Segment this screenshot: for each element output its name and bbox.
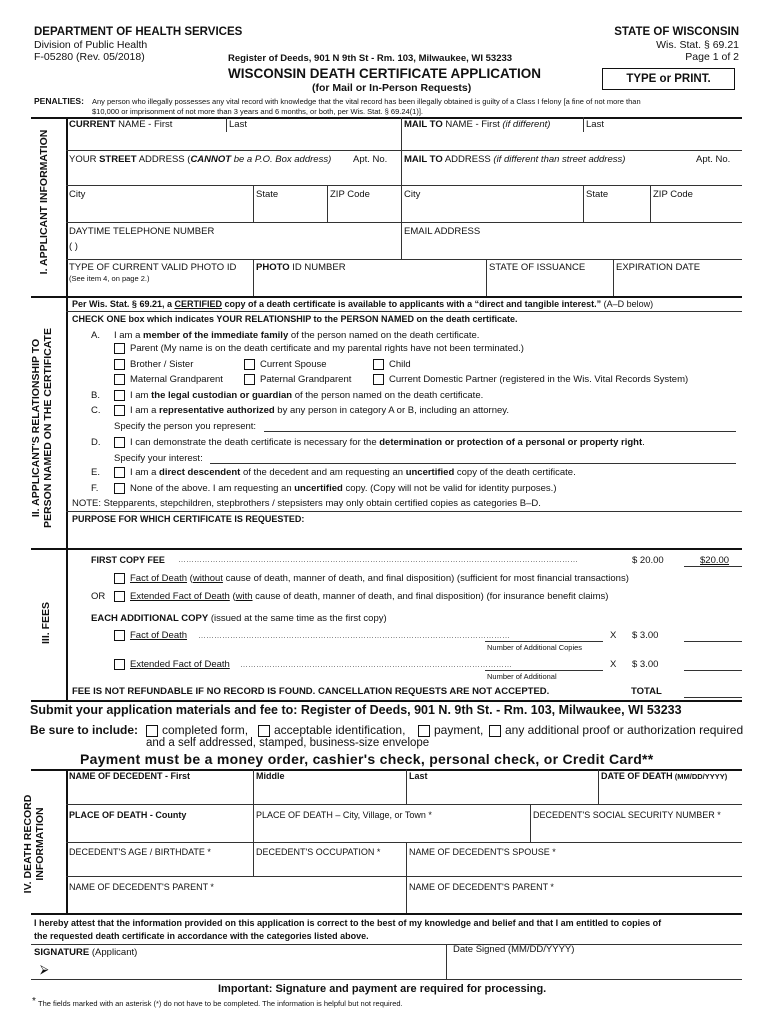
expiration-date-label: EXPIRATION DATE	[616, 262, 701, 273]
photo-id-number-label: PHOTO ID NUMBER	[256, 262, 346, 273]
multiply-1: X	[610, 630, 617, 641]
mail-zip-field[interactable]	[652, 201, 740, 220]
current-spouse-label: Current Spouse	[260, 359, 327, 370]
acceptable-id-label: acceptable identification,	[274, 723, 406, 737]
attest-text-2: the requested death certificate in accordance with the categories listed above.	[34, 931, 369, 941]
mail-first-name-field[interactable]	[403, 131, 581, 149]
add-extended-qty-field[interactable]	[485, 670, 603, 671]
photo-id-see-note: (See item 4, on page 2.)	[69, 274, 150, 283]
option-f-text: None of the above. I am requesting an uncertified copy. (Copy will not be valid for identity purposes.)	[130, 483, 557, 494]
total-label: TOTAL	[631, 686, 662, 697]
first-copy-price: $ 20.00	[632, 555, 664, 566]
option-e-checkbox[interactable]	[114, 467, 125, 478]
paternal-grandparent-label: Paternal Grandparent	[260, 374, 352, 385]
submit-instruction: Submit your application materials and fee to: Register of Deeds, 901 N. 9th St. - Rm. 103, Milwaukee, WI 53233	[30, 703, 682, 717]
envelope-note: and a self addressed, stamped, business-size envelope	[146, 737, 430, 749]
completed-form-checkbox[interactable]	[146, 725, 158, 737]
option-f-checkbox[interactable]	[114, 483, 125, 494]
decedent-first-field[interactable]	[68, 783, 251, 803]
maternal-grandparent-checkbox[interactable]	[114, 374, 125, 385]
first-copy-fee-label: FIRST COPY FEE	[91, 555, 165, 565]
domestic-partner-label: Current Domestic Partner (registered in the Wis. Vital Records System)	[389, 374, 689, 385]
refund-notice: FEE IS NOT REFUNDABLE IF NO RECORD IS FOUND. CANCELLATION REQUESTS ARE NOT ACCEPTED.	[72, 686, 550, 697]
signature-field[interactable]	[56, 958, 442, 978]
option-f-letter: F.	[91, 483, 99, 494]
add-extended-price: $ 3.00	[632, 659, 659, 670]
spouse-name-label: NAME OF DECEDENT'S SPOUSE *	[409, 847, 556, 857]
add-extended-label: Extended Fact of Death	[130, 659, 230, 670]
mail-zip-label: ZIP Code	[653, 189, 693, 200]
parent-checkbox[interactable]	[114, 343, 125, 354]
option-b-letter: B.	[91, 390, 100, 401]
additional-proof-label: any additional proof or authorization required	[505, 723, 744, 737]
option-e-text: I am a direct descendent of the decedent and am requesting an uncertified copy of the death certificate.	[130, 467, 576, 478]
current-name-label: CURRENT NAME - First	[69, 119, 173, 130]
purpose-field[interactable]	[70, 526, 738, 546]
footnote-star: *	[32, 996, 36, 1007]
photo-id-type-label: TYPE OF CURRENT VALID PHOTO ID	[69, 262, 237, 273]
acceptable-id-checkbox[interactable]	[258, 725, 270, 737]
phone-label: DAYTIME TELEPHONE NUMBER	[69, 226, 215, 237]
first-copy-dots: ……………………………………………………………………………………………………………………………………	[178, 555, 578, 564]
zip-field[interactable]	[329, 201, 399, 220]
decedent-middle-label: Middle	[256, 771, 285, 781]
type-print-box: TYPE or PRINT.	[602, 68, 735, 90]
page-subtitle: (for Mail or In-Person Requests)	[312, 82, 472, 94]
mail-city-field[interactable]	[403, 201, 581, 220]
check-one-instruction: CHECK ONE box which indicates YOUR RELATIONSHIP to the PERSON NAMED on the death certificate.	[72, 314, 518, 324]
extended-fact-checkbox[interactable]	[114, 591, 125, 602]
page-number: Page 1 of 2	[685, 51, 739, 63]
option-d-checkbox[interactable]	[114, 437, 125, 448]
option-a-text: I am a member of the immediate family of the person named on the death certificate.	[114, 330, 480, 341]
place-county-field[interactable]	[68, 822, 251, 841]
division-name: Division of Public Health	[34, 39, 148, 51]
add-extended-checkbox[interactable]	[114, 659, 125, 670]
brother-sister-checkbox[interactable]	[114, 359, 125, 370]
penalties-label: PENALTIES:	[34, 96, 84, 106]
city-label: City	[69, 189, 86, 200]
child-checkbox[interactable]	[373, 359, 384, 370]
decedent-first-label: NAME OF DECEDENT - First	[69, 771, 191, 781]
certified-intro: Per Wis. Stat. § 69.21, a CERTIFIED copy of a death certificate is available to applicants with a “direct and tangible interest.” (A–D below)	[72, 299, 654, 309]
payment-methods: Payment must be a money order, cashier's check, personal check, or Credit Card**	[80, 751, 654, 767]
mail-address-label: MAIL TO ADDRESS (if different than street address)	[404, 154, 626, 165]
parent-2-field[interactable]	[408, 894, 740, 912]
age-birthdate-field[interactable]	[68, 859, 251, 875]
add-extended-dots: …………………………………………………………………………………………	[240, 660, 512, 669]
mail-apt-label: Apt. No.	[696, 154, 731, 165]
phone-field[interactable]	[68, 238, 399, 257]
add-fact-checkbox[interactable]	[114, 630, 125, 641]
section-1-label: I. APPLICANT INFORMATION	[38, 129, 50, 275]
represent-label: Specify the person you represent:	[114, 421, 257, 432]
parent-1-field[interactable]	[68, 894, 404, 912]
section-3-label: III. FEES	[40, 602, 52, 645]
multiply-2: X	[610, 659, 617, 670]
street-address-field[interactable]	[68, 166, 399, 184]
parent-1-label: NAME OF DECEDENT'S PARENT *	[69, 882, 214, 892]
option-b-text: I am the legal custodian or guardian of the person named on the death certificate.	[130, 390, 484, 401]
mail-to-name-label: MAIL TO NAME - First (if different)	[404, 119, 551, 130]
option-c-letter: C.	[91, 405, 101, 416]
email-field[interactable]	[403, 238, 740, 257]
fact-of-death-label: Fact of Death (without cause of death, manner of death, and final disposition) (sufficient for most financial transactions)	[130, 573, 629, 584]
domestic-partner-checkbox[interactable]	[373, 374, 384, 385]
signature-arrow-icon: ⮚	[40, 962, 49, 976]
state-name: STATE OF WISCONSIN	[614, 26, 739, 38]
paternal-grandparent-checkbox[interactable]	[244, 374, 255, 385]
purpose-label: PURPOSE FOR WHICH CERTIFICATE IS REQUESTED:	[72, 514, 305, 524]
be-sure-row: Be sure to include:	[30, 723, 139, 737]
date-of-death-field[interactable]	[600, 783, 740, 803]
maternal-grandparent-label: Maternal Grandparent	[130, 374, 223, 385]
option-e-letter: E.	[91, 467, 100, 478]
represent-field[interactable]	[264, 431, 736, 432]
occupation-label: DECEDENT'S OCCUPATION *	[256, 847, 381, 857]
mail-last-name-field[interactable]	[585, 131, 740, 149]
add-extended-total-field[interactable]	[684, 670, 742, 671]
num-additional-label: Number of Additional	[487, 672, 557, 681]
option-b-checkbox[interactable]	[114, 390, 125, 401]
or-label: OR	[91, 591, 106, 602]
email-label: EMAIL ADDRESS	[404, 226, 481, 237]
fact-of-death-checkbox[interactable]	[114, 573, 125, 584]
state-field[interactable]	[255, 201, 325, 220]
ssn-field[interactable]	[532, 822, 740, 841]
stepparents-note: NOTE: Stepparents, stepchildren, stepbrothers / stepsisters may only obtain certified copies as categories B–D.	[72, 498, 541, 509]
place-county-label: PLACE OF DEATH - County	[69, 810, 187, 820]
footnote-text: The fields marked with an asterisk (*) do not have to be completed. The information is helpful but not required.	[38, 999, 403, 1008]
date-signed-field[interactable]	[450, 956, 740, 978]
mail-address-field[interactable]	[403, 166, 740, 184]
section-2-label: II. APPLICANT'S RELATIONSHIP TO PERSON NAMED ON THE CERTIFICATE	[30, 328, 54, 528]
occupation-field[interactable]	[255, 859, 404, 875]
place-city-field[interactable]	[255, 822, 528, 841]
page-title: WISCONSIN DEATH CERTIFICATE APPLICATION	[228, 66, 541, 81]
first-copy-total: $20.00	[700, 555, 730, 566]
department-name: DEPARTMENT OF HEALTH SERVICES	[34, 26, 243, 38]
child-label: Child	[389, 359, 411, 370]
penalties-text-2: $10,000 or imprisonment of not more than 3 years and 6 months, or both, per Wis. Stat. § 69.24(1)].	[92, 107, 424, 116]
date-of-death-label: DATE OF DEATH (MM/DD/YYYY)	[601, 771, 728, 781]
age-birthdate-label: DECEDENT'S AGE / BIRTHDATE *	[69, 847, 211, 857]
parent-label: Parent (My name is on the death certificate and my parental rights have not been terminated.)	[130, 343, 524, 354]
parent-2-label: NAME OF DECEDENT'S PARENT *	[409, 882, 554, 892]
num-copies-label: Number of Additional Copies	[487, 643, 583, 652]
option-c-text: I am a representative authorized by any person in category A or B, including an attorney.	[130, 405, 509, 416]
city-field[interactable]	[68, 201, 251, 220]
street-address-label: YOUR STREET ADDRESS (CANNOT be a P.O. Box address)	[69, 154, 332, 165]
decedent-middle-field[interactable]	[255, 783, 404, 803]
option-a-letter: A.	[91, 330, 100, 341]
option-d-letter: D.	[91, 437, 101, 448]
extended-fact-label: Extended Fact of Death (with cause of death, manner of death, and final disposition) (for insurance benefit claims)	[130, 591, 609, 602]
interest-field[interactable]	[210, 463, 736, 464]
photo-id-number-field[interactable]	[255, 274, 484, 295]
current-first-name-field[interactable]	[68, 131, 224, 149]
add-fact-dots: ………………………………………………………………………………………………………	[198, 631, 510, 640]
add-fact-label: Fact of Death	[130, 630, 188, 641]
ssn-label: DECEDENT'S SOCIAL SECURITY NUMBER *	[533, 810, 721, 820]
photo-id-type-field[interactable]	[68, 284, 251, 295]
phone-area-code: ( )	[69, 241, 78, 252]
penalties-text-1: Any person who illegally possesses any vital record with knowledge that the vital record has been illegally obtained is guilty of a Class I felony [a fine of not more than	[92, 97, 641, 106]
expiration-date-field[interactable]	[615, 274, 740, 295]
mail-state-field[interactable]	[585, 201, 648, 220]
spouse-name-field[interactable]	[408, 859, 740, 875]
brother-sister-label: Brother / Sister	[130, 359, 194, 370]
option-c-checkbox[interactable]	[114, 405, 125, 416]
apt-label: Apt. No.	[353, 154, 388, 165]
decedent-last-field[interactable]	[408, 783, 596, 803]
current-spouse-checkbox[interactable]	[244, 359, 255, 370]
register-address: Register of Deeds, 901 N 9th St - Rm. 103, Milwaukee, WI 53233	[228, 53, 513, 64]
date-signed-label: Date Signed (MM/DD/YYYY)	[453, 944, 575, 955]
current-last-name-field[interactable]	[228, 131, 399, 149]
attest-text-1: I hereby attest that the information provided on this application is correct to the best of my knowledge and belief and that I am entitled to copies of	[34, 918, 662, 928]
state-of-issuance-field[interactable]	[488, 274, 611, 295]
mail-state-label: State	[586, 189, 609, 200]
section-4-label: IV. DEATH RECORD INFORMATION	[22, 794, 46, 894]
current-last-label: Last	[229, 119, 247, 130]
each-additional-label: EACH ADDITIONAL COPY (issued at the same time as the first copy)	[91, 613, 387, 624]
add-fact-total-field[interactable]	[684, 641, 742, 642]
mail-last-label: Last	[586, 119, 604, 130]
place-city-label: PLACE OF DEATH – City, Village, or Town *	[256, 810, 432, 820]
add-fact-qty-field[interactable]	[485, 641, 603, 642]
add-fact-price: $ 3.00	[632, 630, 659, 641]
zip-label: ZIP Code	[330, 189, 370, 200]
payment-label: payment,	[434, 723, 484, 737]
important-notice: Important: Signature and payment are required for processing.	[218, 983, 547, 995]
state-of-issuance-label: STATE OF ISSUANCE	[489, 262, 586, 273]
payment-checkbox[interactable]	[418, 725, 430, 737]
signature-label: SIGNATURE (Applicant)	[34, 947, 138, 958]
decedent-last-label: Last	[409, 771, 428, 781]
statute: Wis. Stat. § 69.21	[656, 39, 739, 51]
interest-label: Specify your interest:	[114, 453, 203, 464]
state-label: State	[256, 189, 279, 200]
total-field[interactable]	[684, 697, 742, 698]
additional-proof-checkbox[interactable]	[489, 725, 501, 737]
form-id: F-05280 (Rev. 05/2018)	[34, 51, 145, 63]
completed-form-label: completed form,	[162, 723, 249, 737]
option-d-text: I can demonstrate the death certificate is necessary for the determination or protection of a personal or property right.	[130, 437, 645, 448]
mail-city-label: City	[404, 189, 421, 200]
